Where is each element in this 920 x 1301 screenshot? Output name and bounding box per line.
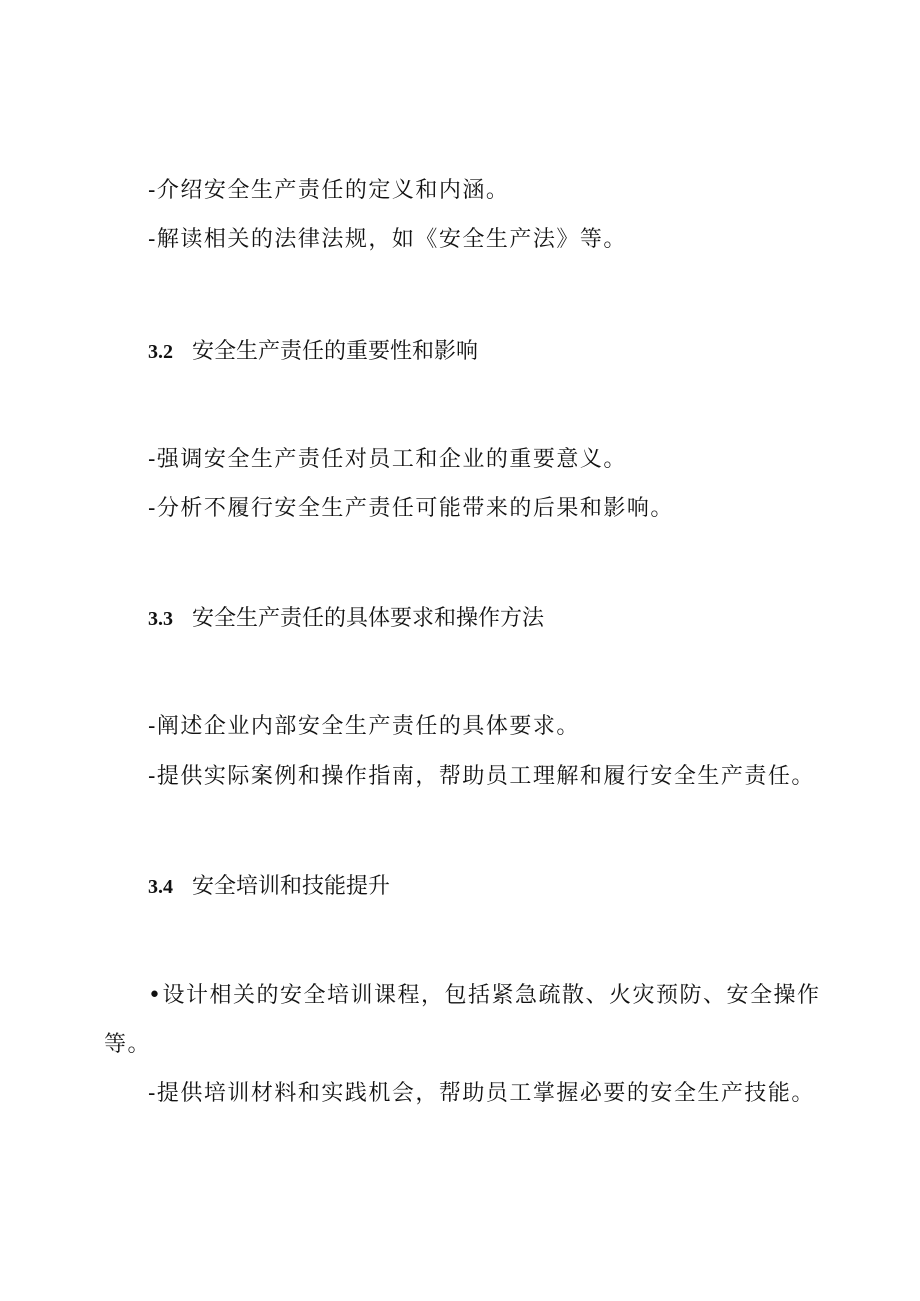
list-item: -解读相关的法律法规，如《安全生产法》等。	[148, 227, 627, 252]
section-title: 安全生产责任的具体要求和操作方法	[192, 606, 545, 631]
list-item: -提供培训材料和实践机会，帮助员工掌握必要的安全生产技能。	[148, 1081, 815, 1106]
list-item: -强调安全生产责任对员工和企业的重要意义。	[148, 447, 627, 472]
section-title: 安全培训和技能提升	[192, 874, 391, 899]
section-number: 3.2	[148, 341, 173, 363]
list-item: -分析不履行安全生产责任可能带来的后果和影响。	[148, 496, 674, 521]
list-item: -阐述企业内部安全生产责任的具体要求。	[148, 714, 580, 739]
list-item: -介绍安全生产责任的定义和内涵。	[148, 178, 510, 203]
section-heading	[148, 872, 390, 902]
list-item: -提供实际案例和操作指南，帮助员工理解和履行安全生产责任。	[148, 764, 815, 789]
section-number: 3.4	[148, 876, 173, 898]
section-heading	[148, 604, 544, 634]
list-item-continuation: 等。	[104, 1032, 152, 1057]
list-item: •设计相关的安全培训课程，包括紧急疏散、火灾预防、安全操作	[148, 983, 821, 1008]
section-heading	[148, 337, 478, 367]
section-title: 安全生产责任的重要性和影响	[192, 339, 479, 364]
section-number: 3.3	[148, 608, 173, 630]
